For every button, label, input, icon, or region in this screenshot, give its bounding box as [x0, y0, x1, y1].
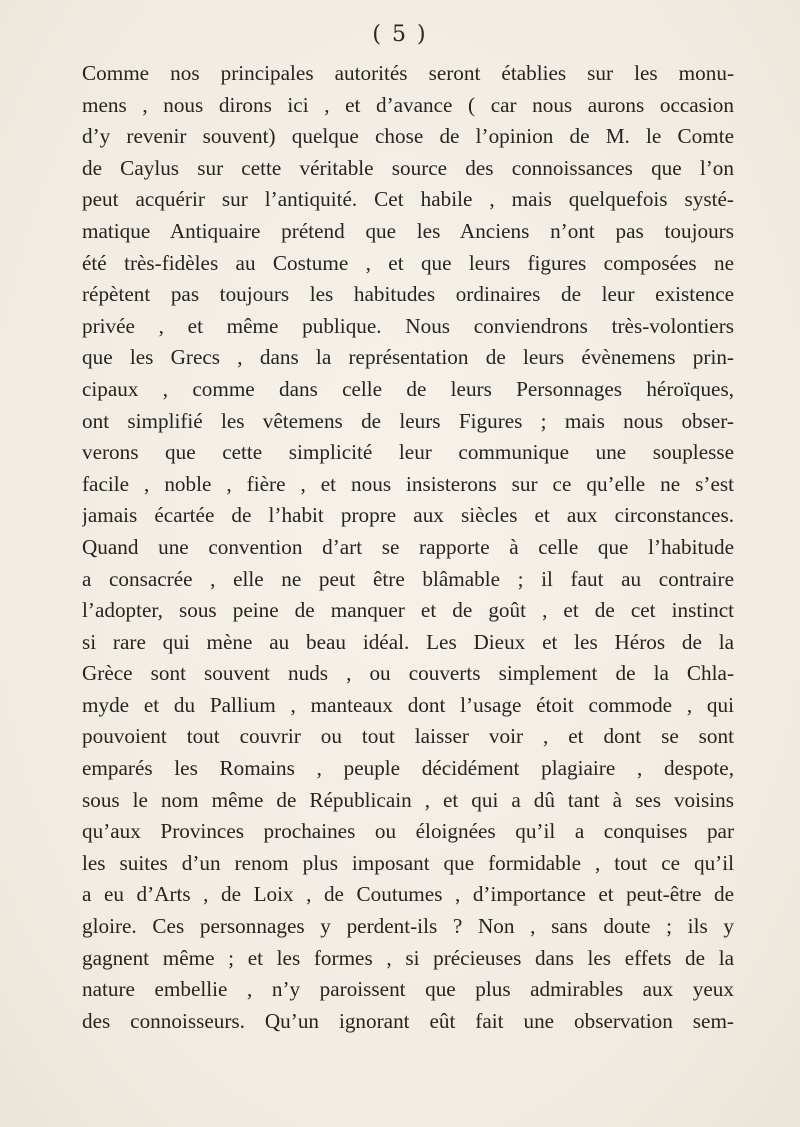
text-line: de Caylus sur cette véritable source des connoissances que l’on [82, 155, 734, 180]
text-line: myde et du Pallium , manteaux dont l’usage étoit commode , qui [82, 692, 734, 717]
text-line: jamais écartée de l’habit propre aux siècles et aux circonstances. [82, 503, 734, 528]
text-line: répètent pas toujours les habitudes ordinaires de leur existence [82, 282, 734, 307]
text-line: matique Antiquaire prétend que les Anciens n’ont pas toujours [82, 218, 734, 243]
text-line: privée , et même publique. Nous conviendrons très-volontiers [82, 313, 734, 338]
text-line: été très-fidèles au Costume , et que leurs figures composées ne [82, 250, 734, 275]
text-line: gagnent même ; et les formes , si précieuses dans les effets de la [82, 945, 734, 970]
text-line: Quand une convention d’art se rapporte à celle que l’habitude [82, 534, 734, 559]
text-line: l’adopter, sous peine de manquer et de goût , et de cet instinct [82, 598, 734, 623]
text-line: qu’aux Provinces prochaines ou éloignées qu’il a conquises par [82, 819, 734, 844]
text-line: des connoisseurs. Qu’un ignorant eût fait une observation sem- [82, 1008, 734, 1033]
text-line: a eu d’Arts , de Loix , de Coutumes , d’importance et peut-être de [82, 882, 734, 907]
text-line: emparés les Romains , peuple décidément plagiaire , despote, [82, 756, 734, 781]
text-line: sous le nom même de Républicain , et qui a dû tant à ses voisins [82, 787, 734, 812]
text-line: a consacrée , elle ne peut être blâmable ; il faut au contraire [82, 566, 734, 591]
text-line: gloire. Ces personnages y perdent-ils ? Non , sans doute ; ils y [82, 914, 734, 939]
text-line: peut acquérir sur l’antiquité. Cet habile , mais quelquefois systé- [82, 187, 734, 212]
text-line: nature embellie , n’y paroissent que plus admirables aux yeux [82, 977, 734, 1002]
text-line: ont simplifié les vêtemens de leurs Figures ; mais nous obser- [82, 408, 734, 433]
text-line: mens , nous dirons ici , et d’avance ( car nous aurons occasion [82, 92, 734, 117]
text-line: facile , noble , fière , et nous insisterons sur ce qu’elle ne s’est [82, 471, 734, 496]
body-text [82, 58, 734, 1037]
text-line: les suites d’un renom plus imposant que formidable , tout ce qu’il [82, 850, 734, 875]
text-line: Comme nos principales autorités seront établies sur les monu- [82, 61, 734, 85]
text-line: cipaux , comme dans celle de leurs Personnages héroïques, [82, 376, 734, 401]
text-line: que les Grecs , dans la représentation de leurs évènemens prin- [82, 345, 734, 370]
page-number: ( 5 ) [372, 22, 428, 47]
text-line: pouvoient tout couvrir ou tout laisser voir , et dont se sont [82, 724, 734, 749]
text-line: si rare qui mène au beau idéal. Les Dieux et les Héros de la [82, 629, 734, 654]
text-line: verons que cette simplicité leur communique une souplesse [82, 440, 734, 465]
text-line: d’y revenir souvent) quelque chose de l’opinion de M. le Comte [82, 124, 734, 149]
text-line: Grèce sont souvent nuds , ou couverts simplement de la Chla- [82, 661, 734, 686]
